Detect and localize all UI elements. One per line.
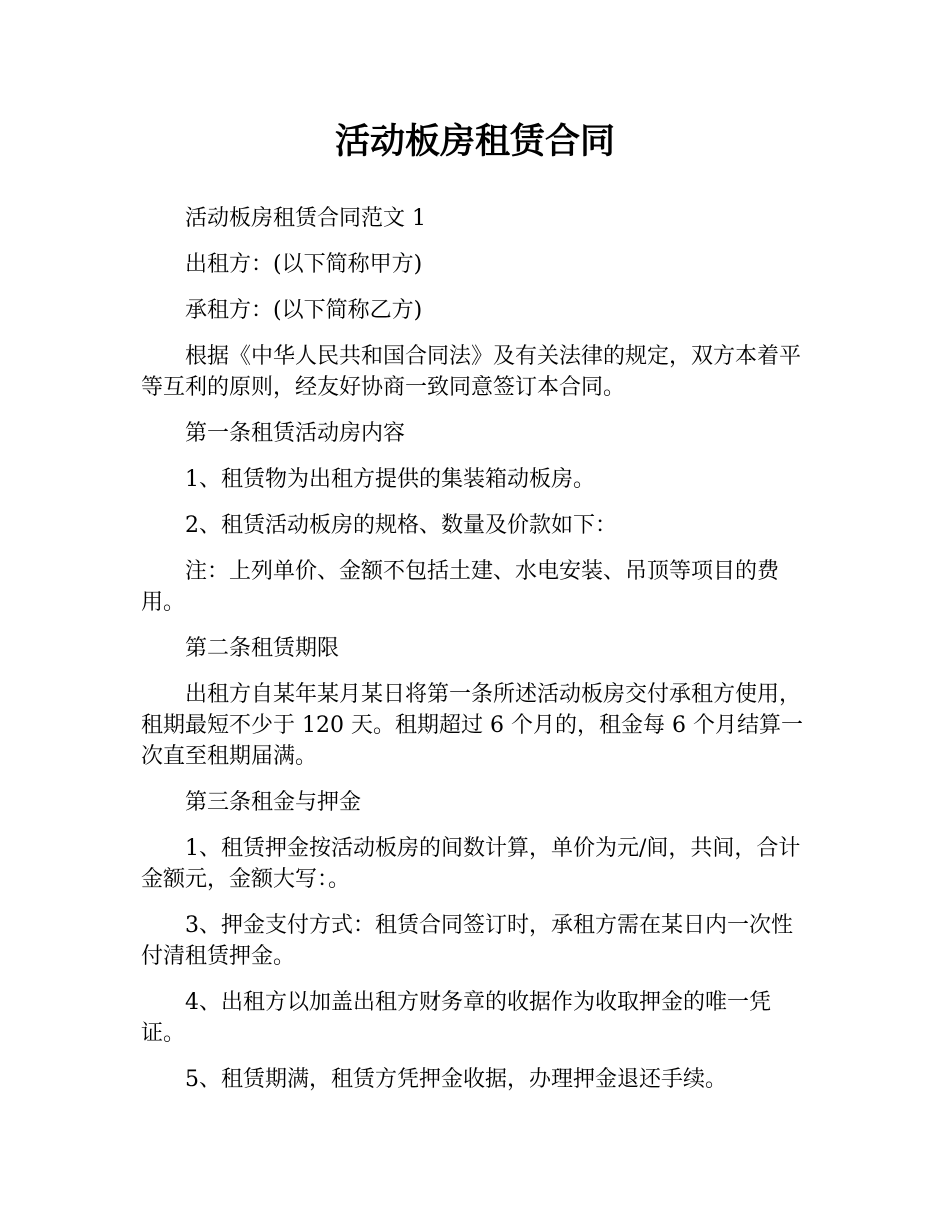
paragraph-article-1-heading: 第一条租赁活动房内容 [185,421,406,446]
paragraph-article-3-item-4: 4、出租方以加盖出租方财务章的收据作为收取押金的唯一凭证。 [141,990,771,1046]
paragraph-lessor: 出租方：(以下简称甲方) [185,252,423,277]
paragraph-article-3-item-1: 1、租赁押金按活动板房的间数计算，单价为元/间，共间，合计金额元，金额大写：。 [141,836,801,892]
document-body [141,203,811,1110]
paragraph-article-1-item-2: 2、租赁活动板房的规格、数量及价款如下： [185,513,617,538]
document-title: 活动板房租赁合同 [334,122,615,162]
paragraph-preamble: 根据《中华人民共和国合同法》及有关法律的规定，双方本着平等互利的原则，经友好协商一致同意签订本合同。 [141,344,802,400]
paragraph-article-3-item-3: 3、押金支付方式：租赁合同签订时，承租方需在某日内一次性付清租赁押金。 [141,913,793,969]
paragraph-article-3-heading: 第三条租金与押金 [185,790,362,815]
paragraph-note: 注：上列单价、金额不包括土建、水电安装、吊顶等项目的费用。 [141,559,780,615]
paragraph-article-2-body: 出租方自某年某月某日将第一条所述活动板房交付承租方使用，租期最短不少于 120 天。租期超过 6 个月的，租金每 6 个月结算一次直至租期届满。 [141,682,803,769]
paragraph-template-heading: 活动板房租赁合同范文 1 [185,206,426,231]
paragraph-article-2-heading: 第二条租赁期限 [185,636,340,661]
paragraph-lessee: 承租方：(以下简称乙方) [185,298,423,323]
paragraph-article-1-item-1: 1、租赁物为出租方提供的集装箱动板房。 [185,467,595,492]
paragraph-article-3-item-5: 5、租赁期满，租赁方凭押金收据，办理押金退还手续。 [185,1067,727,1092]
